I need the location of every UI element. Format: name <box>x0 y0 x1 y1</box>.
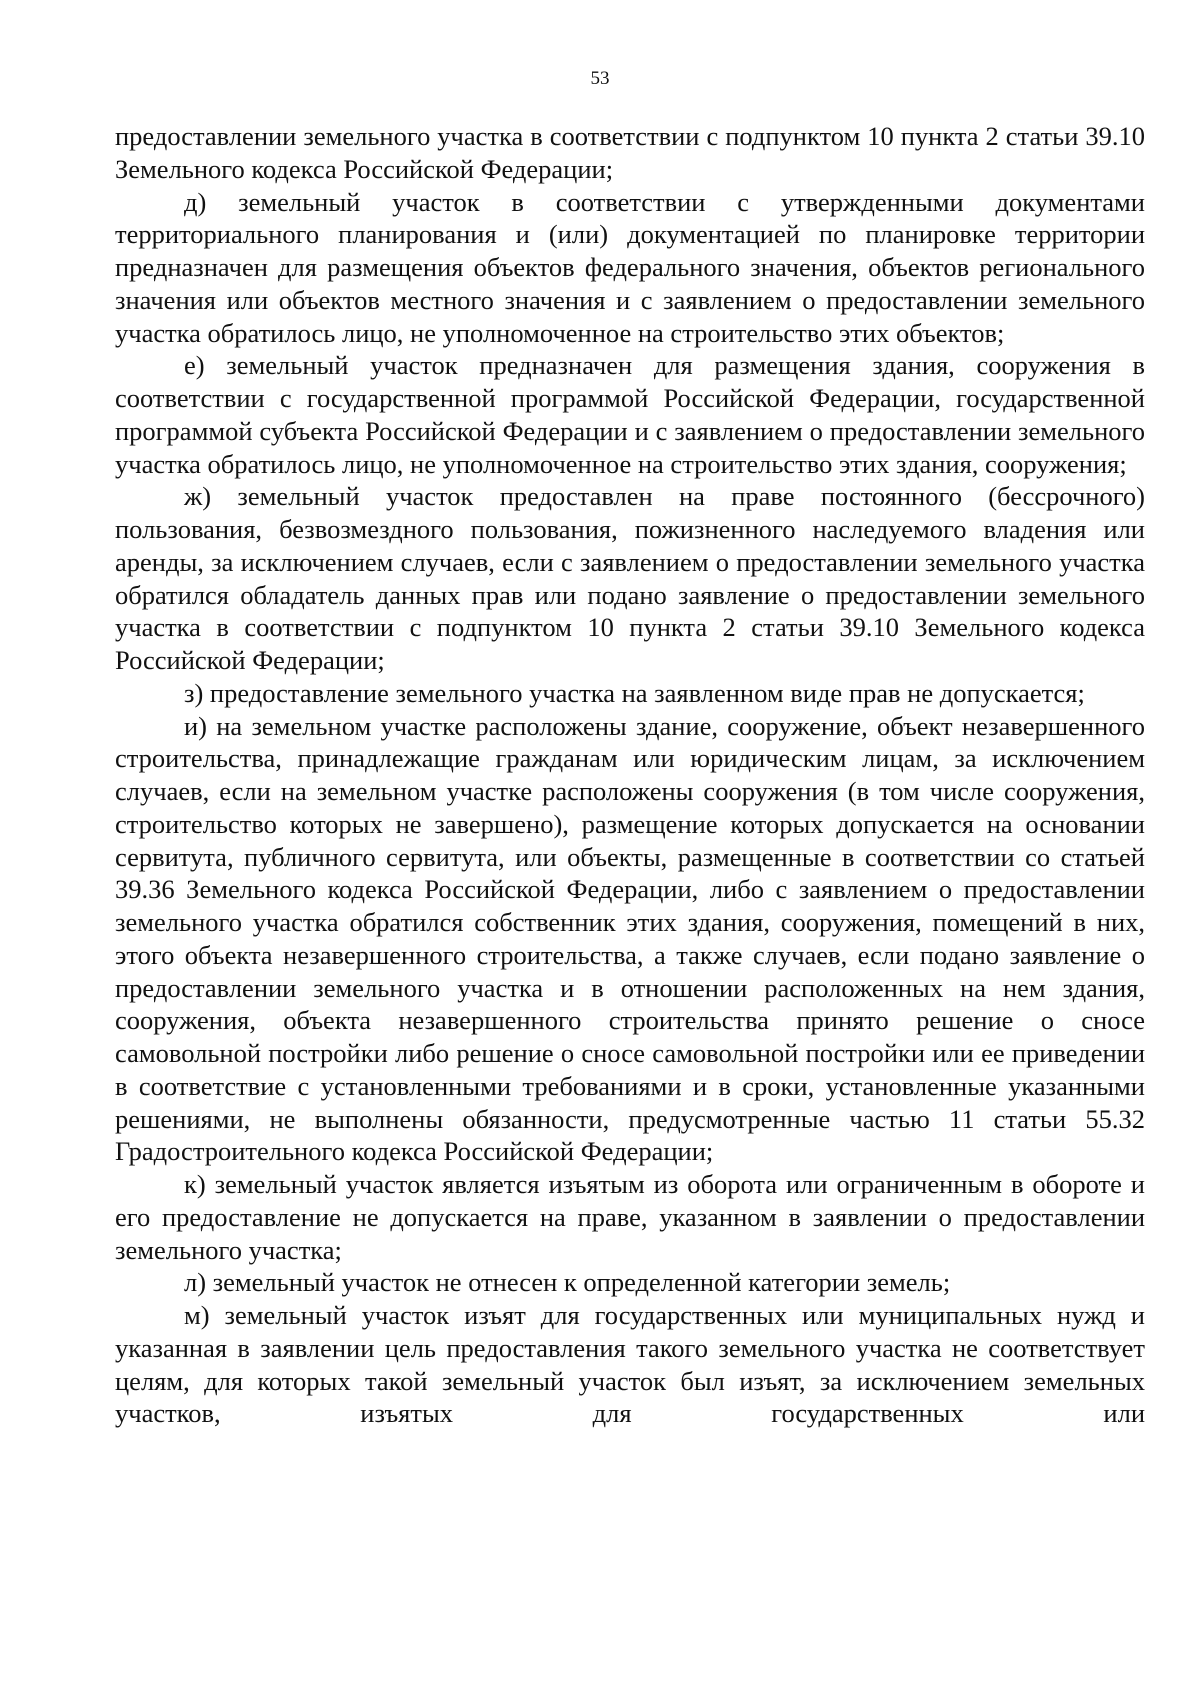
paragraph-continuation: предоставлении земельного участка в соответствии с подпунктом 10 пункта 2 статьи 39.10 Земельного кодекса Российской Федерации; <box>115 121 1145 184</box>
paragraph-item-i: и) на земельном участке расположены здание, сооружение, объект незавершенного строительства, принадлежащие гражданам или юридическим лицам, за исключением случаев, если на земельном участке расположены сооружения (в том числе сооружения, строительство которых не завершено), размещение которых допускается на основании сервитута, публичного сервитута, или объекты, размещенные в соответствии со статьей 39.36 Земельного кодекса Российской Федерации, либо с заявлением о предоставлении земельного участка обратился собственник этих здания, сооружения, помещений в них, этого объекта незавершенного строительства, а также случаев, если подано заявление о предоставлении земельного участка и в отношении расположенных на нем здания, сооружения, объекта незавершенного строительства принято решение о сносе самовольной постройки либо решение о сносе самовольной постройки или ее приведении в соответствие с установленными требованиями и в сроки, установленные указанными решениями, не выполнены обязанности, предусмотренные частью 11 статьи 55.32 Градостроительного кодекса Российской Федерации; <box>115 710 1145 1167</box>
paragraph-item-z: з) предоставление земельного участка на заявленном виде прав не допускается; <box>184 677 1085 708</box>
page-number: 53 <box>590 68 610 89</box>
paragraph-item-k: к) земельный участок является изъятым из оборота или ограниченным в обороте и его предоставление не допускается на праве, указанном в заявлении о предоставлении земельного участка; <box>115 1169 1145 1265</box>
paragraph-item-l: л) земельный участок не отнесен к определенной категории земель; <box>184 1267 951 1298</box>
paragraph-item-e: е) земельный участок предназначен для размещения здания, сооружения в соответствии с государственной программой Российской Федерации, государственной программой субъекта Российской Федерации и с заявлением о предоставлении земельного участка обратилось лицо, не уполномоченное на строительство этих здания, сооружения; <box>115 350 1145 479</box>
document-body <box>115 120 1145 1430</box>
paragraph-item-d: д) земельный участок в соответствии с утвержденными документами территориального планирования и (или) документацией по планировке территории предназначен для размещения объектов федерального значения, объектов регионального значения или объектов местного значения и с заявлением о предоставлении земельного участка обратилось лицо, не уполномоченное на строительство этих объектов; <box>115 186 1145 348</box>
paragraph-item-zh: ж) земельный участок предоставлен на праве постоянного (бессрочного) пользования, безвозмездного пользования, пожизненного наследуемого владения или аренды, за исключением случаев, если с заявлением о предоставлении земельного участка обратился обладатель данных прав или подано заявление о предоставлении земельного участка в соответствии с подпунктом 10 пункта 2 статьи 39.10 Земельного кодекса Российской Федерации; <box>115 481 1145 675</box>
paragraph-item-m: м) земельный участок изъят для государственных или муниципальных нужд и указанная в заявлении цель предоставления такого земельного участка не соответствует целям, для которых такой земельный участок был изъят, за исключением земельных участков, изъятых для государственных или <box>115 1300 1145 1429</box>
